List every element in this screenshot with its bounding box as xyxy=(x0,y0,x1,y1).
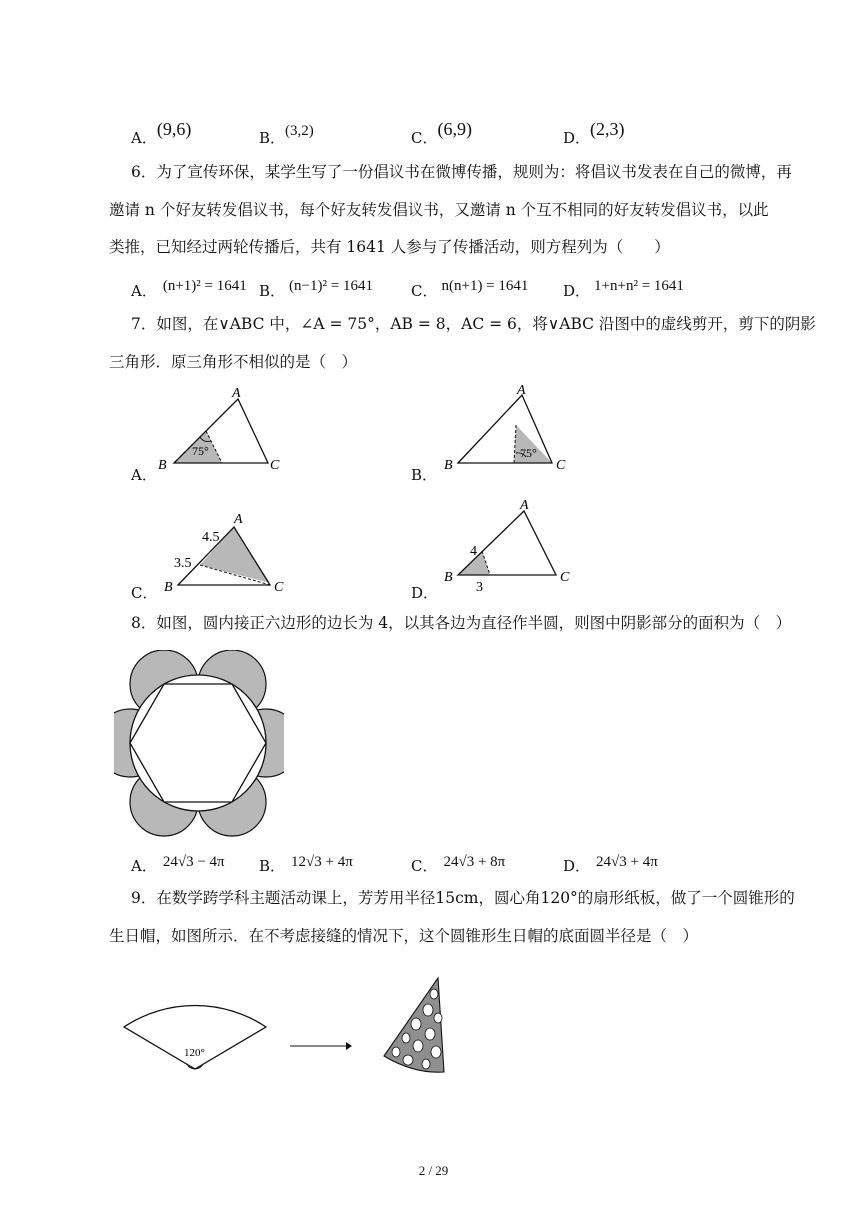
q8-hexagon-figure xyxy=(114,650,284,840)
q9-line-1: 9．在数学跨学科主题活动课上，芳芳用半径15cm，圆心角120°的扇形纸板，做了一个圆锥形的 xyxy=(131,889,795,907)
q8-option-b: B． 12√3 + 4π xyxy=(259,854,353,875)
vertex-b-label: B xyxy=(444,458,453,473)
angle-label: 75° xyxy=(520,446,537,460)
q5-option-d: D．(2,3) xyxy=(563,119,625,147)
q6-option-c: C． n(n+1) = 1641 xyxy=(411,278,529,300)
q9-line-2: 生日帽，如图所示．在不考虑接缝的情况下，这个圆锥形生日帽的底面圆半径是（ ） xyxy=(109,927,699,945)
q7-fig-c-letter: C． xyxy=(131,584,158,602)
length-label-2: 3.5 xyxy=(174,556,192,571)
q6-option-a: A． (n+1)² = 1641 xyxy=(131,278,247,300)
q6-line-2: 邀请 n 个好友转发倡议书，每个好友转发倡议书，又邀请 n 个互不相同的好友转发倡议书，以此 xyxy=(109,201,769,219)
party-hat-icon xyxy=(378,972,458,1082)
vertex-c-label: C xyxy=(274,580,284,595)
page-number: 2 / 29 xyxy=(418,1163,449,1178)
q7-figure-b xyxy=(440,385,580,480)
vertex-a-label: A xyxy=(517,385,526,398)
q7-figure-d xyxy=(440,495,580,595)
q6-line-3: 类推，已知经过两轮传播后，共有 1641 人参与了传播活动，则方程列为（ ） xyxy=(109,238,670,256)
q9-sector-figure xyxy=(118,985,278,1075)
q7-fig-d-letter: D． xyxy=(411,584,439,602)
q7-line-1: 7．如图，在∨ABC 中，∠A = 75°，AB = 8，AC = 6，将∨ABC 沿图中的虚线剪开，剪下的阴影 xyxy=(131,315,816,333)
q5-option-a: A．(9,6) xyxy=(131,119,192,147)
vertex-c-label: C xyxy=(560,570,570,585)
arrow-icon xyxy=(288,1040,354,1052)
q8-line-1: 8．如图，圆内接正六边形的边长为 4，以其各边为直径作半圆，则图中阴影部分的面积为（ ） xyxy=(131,614,792,632)
length-label-1: 4.5 xyxy=(202,530,220,545)
vertex-b-label: B xyxy=(164,580,173,595)
vertex-c-label: C xyxy=(556,458,566,473)
length-label-1: 4 xyxy=(470,544,477,559)
vertex-a-label: A xyxy=(520,498,529,513)
q6-option-d: D． 1+n+n² = 1641 xyxy=(563,278,684,300)
q6-option-b: B． (n−1)² = 1641 xyxy=(259,278,373,300)
q7-fig-a-letter: A． xyxy=(131,466,157,484)
vertex-a-label: A xyxy=(234,512,243,527)
vertex-b-label: B xyxy=(444,570,453,585)
q8-option-d: D． 24√3 + 4π xyxy=(563,854,658,875)
vertex-a-label: A xyxy=(232,386,241,401)
angle-label: 75° xyxy=(192,444,209,458)
q5-option-b: B．(3,2) xyxy=(259,123,314,147)
q5-option-c: C．(6,9) xyxy=(411,119,472,147)
q7-figure-c xyxy=(160,505,300,600)
q7-figure-a xyxy=(150,385,290,480)
length-label-2: 3 xyxy=(476,580,483,595)
vertex-c-label: C xyxy=(270,458,280,473)
vertex-b-label: B xyxy=(158,458,167,473)
sector-angle-label: 120° xyxy=(184,1047,205,1059)
q7-line-2: 三角形．原三角形不相似的是（ ） xyxy=(109,353,358,371)
q7-fig-b-letter: B． xyxy=(411,466,438,484)
sector xyxy=(124,1006,266,1069)
q8-option-c: C． 24√3 + 8π xyxy=(411,854,506,875)
q6-line-1: 6．为了宣传环保，某学生写了一份倡议书在微博传播，规则为：将倡议书发表在自己的微博，再 xyxy=(131,163,792,181)
q8-option-a: A． 24√3 − 4π xyxy=(131,854,225,875)
